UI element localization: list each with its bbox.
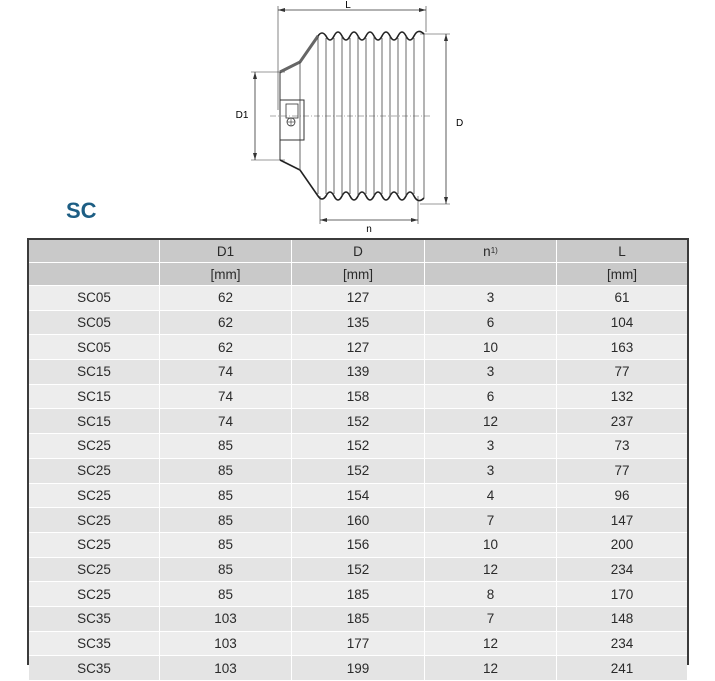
cell-model: SC25 <box>29 533 160 557</box>
cell-l: 77 <box>614 364 630 380</box>
cell-l: 104 <box>610 315 634 331</box>
cell-l: 77 <box>614 463 630 479</box>
cell-l: 234 <box>610 561 634 577</box>
cell-d: 152 <box>292 434 425 458</box>
header-model <box>29 240 160 262</box>
cell-l: 148 <box>610 611 634 627</box>
cell-d: 156 <box>292 533 425 557</box>
cell-d1: 62 <box>160 311 292 335</box>
unit-model <box>29 263 160 285</box>
table-row <box>29 335 687 360</box>
cell-l: 132 <box>610 389 634 405</box>
table-row <box>29 508 687 533</box>
cell-model: SC25 <box>29 582 160 606</box>
cell-n: 12 <box>425 656 557 680</box>
cell-d: 127 <box>292 286 425 310</box>
cell-d1: 85 <box>160 484 292 508</box>
cell-model: SC25 <box>29 484 160 508</box>
cell-n: 12 <box>425 632 557 656</box>
cell-n: 10 <box>425 335 557 359</box>
cell-n: 7 <box>425 607 557 631</box>
cell-d1: 85 <box>160 459 292 483</box>
cell-l: 163 <box>610 339 634 355</box>
cell-n: 6 <box>425 311 557 335</box>
cell-d: 139 <box>292 360 425 384</box>
cell-model: SC25 <box>29 508 160 532</box>
table-row <box>29 459 687 484</box>
cell-l: 61 <box>614 290 630 306</box>
cell-n: 3 <box>425 459 557 483</box>
cell-l: 96 <box>614 487 630 503</box>
table-row <box>29 409 687 434</box>
cell-l: 147 <box>610 512 634 528</box>
dim-l-label: L <box>345 0 351 11</box>
header-d: D <box>292 240 425 262</box>
cell-d: 160 <box>292 508 425 532</box>
cell-l: 200 <box>610 537 634 553</box>
unit-d1: [mm] <box>160 263 292 285</box>
cell-n: 8 <box>425 582 557 606</box>
cell-model: SC15 <box>29 360 160 384</box>
table-row <box>29 632 687 657</box>
cell-model: SC05 <box>29 286 160 310</box>
cell-n: 6 <box>425 385 557 409</box>
cell-d1: 85 <box>160 582 292 606</box>
cell-l: 241 <box>610 660 634 676</box>
cell-d: 152 <box>292 459 425 483</box>
table-body <box>29 286 687 681</box>
cell-n: 3 <box>425 360 557 384</box>
cell-d1: 74 <box>160 385 292 409</box>
series-title: SC <box>66 198 97 223</box>
header-n: n 1) <box>425 240 557 262</box>
cell-model: SC35 <box>29 607 160 631</box>
cell-d1: 103 <box>160 632 292 656</box>
cell-n: 10 <box>425 533 557 557</box>
table-row <box>29 533 687 558</box>
header-d1: D1 <box>160 240 292 262</box>
cell-d: 152 <box>292 558 425 582</box>
table-row <box>29 311 687 336</box>
dim-n-label: n <box>366 224 372 235</box>
cell-n: 12 <box>425 409 557 433</box>
bellows-technical-drawing <box>230 0 490 235</box>
cell-model: SC15 <box>29 409 160 433</box>
cell-model: SC25 <box>29 558 160 582</box>
cell-d1: 74 <box>160 409 292 433</box>
dimensions-table <box>27 238 689 676</box>
cell-d: 199 <box>292 656 425 680</box>
cell-d1: 85 <box>160 434 292 458</box>
cell-model: SC25 <box>29 459 160 483</box>
cell-n: 3 <box>425 434 557 458</box>
cell-d: 177 <box>292 632 425 656</box>
cell-d1: 74 <box>160 360 292 384</box>
header-n-text: n <box>483 243 491 259</box>
cell-d1: 103 <box>160 607 292 631</box>
cell-d1: 62 <box>160 286 292 310</box>
cell-n: 7 <box>425 508 557 532</box>
cell-l: 237 <box>610 413 634 429</box>
cell-d: 185 <box>292 582 425 606</box>
table-row <box>29 582 687 607</box>
table-row <box>29 360 687 385</box>
cell-d: 185 <box>292 607 425 631</box>
cell-n: 3 <box>425 286 557 310</box>
cell-n: 12 <box>425 558 557 582</box>
unit-d: [mm] <box>292 263 425 285</box>
cell-d1: 103 <box>160 656 292 680</box>
table-row <box>29 607 687 632</box>
table-row <box>29 484 687 509</box>
cell-d1: 62 <box>160 335 292 359</box>
table-row <box>29 656 687 681</box>
table-row <box>29 558 687 583</box>
table-header-row <box>29 240 687 263</box>
header-l: L <box>618 243 626 259</box>
table-units-row <box>29 263 687 286</box>
cell-l: 73 <box>614 438 630 454</box>
cell-model: SC25 <box>29 434 160 458</box>
unit-l: [mm] <box>607 266 637 282</box>
cell-d: 152 <box>292 409 425 433</box>
cell-l: 170 <box>610 586 634 602</box>
cell-d: 158 <box>292 385 425 409</box>
table-row <box>29 434 687 459</box>
cell-d: 135 <box>292 311 425 335</box>
unit-n <box>425 263 557 285</box>
cell-model: SC05 <box>29 335 160 359</box>
cell-model: SC35 <box>29 656 160 680</box>
cell-d1: 85 <box>160 508 292 532</box>
dim-d-label: D <box>456 118 464 129</box>
cell-d: 154 <box>292 484 425 508</box>
cell-d: 127 <box>292 335 425 359</box>
cell-model: SC05 <box>29 311 160 335</box>
cell-n: 4 <box>425 484 557 508</box>
table-row <box>29 385 687 410</box>
cell-model: SC35 <box>29 632 160 656</box>
table-row <box>29 286 687 311</box>
cell-d1: 85 <box>160 558 292 582</box>
cell-model: SC15 <box>29 385 160 409</box>
cell-l: 234 <box>610 635 634 651</box>
cell-d1: 85 <box>160 533 292 557</box>
dim-d1-label: D1 <box>235 110 249 121</box>
